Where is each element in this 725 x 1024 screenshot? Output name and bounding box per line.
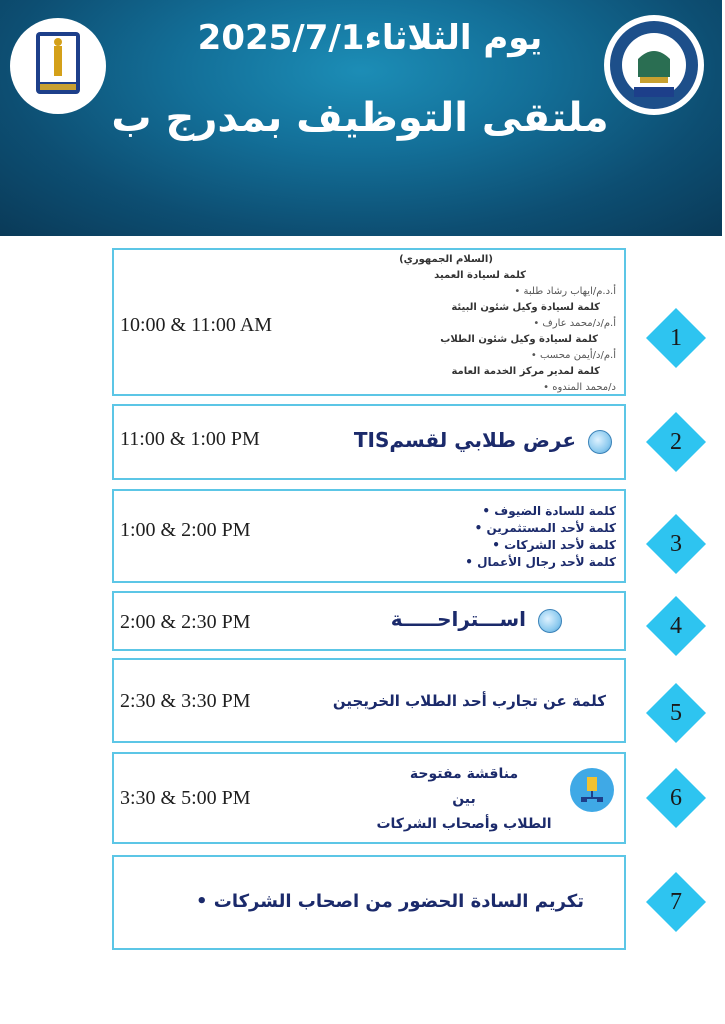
schedule-row-4 — [112, 591, 626, 651]
student-show: عرض طلابي لقسمTIS — [353, 428, 576, 452]
speaker-name: أ.م/د/محمد عارف • — [316, 318, 616, 329]
row-3-time: 1:00 & 2:00 PM — [120, 519, 251, 541]
schedule-row-3 — [112, 489, 626, 583]
schedule-row-1 — [112, 248, 626, 396]
participants-label: الطلاب وأصحاب الشركات — [376, 816, 552, 832]
event-date-title: يوم الثلاثاء2025/7/1 — [197, 18, 543, 58]
bullet-item: كلمة لأحد الشركات • — [376, 537, 616, 554]
row-4-time: 2:00 & 2:30 PM — [120, 611, 251, 633]
between-label: بين — [452, 791, 476, 807]
speaker-name: د/محمد المندوه • — [316, 382, 616, 393]
row-1-number-badge: 1 — [646, 308, 706, 368]
discussion-icon — [570, 768, 614, 812]
schedule-row-5 — [112, 658, 626, 743]
row-5-number-badge: 5 — [646, 683, 706, 743]
schedule-row-6 — [112, 752, 626, 844]
speaker-name: أ.د.م/ايهاب رشاد طلبة • — [316, 286, 616, 297]
bullet-item: كلمة للسادة الضيوف • — [376, 503, 616, 520]
header-banner — [0, 0, 722, 236]
break-label: اســـتراحـــــة — [390, 607, 526, 631]
honoring-guests: تكريم السادة الحضور من اصحاب الشركات • — [196, 891, 584, 912]
row-2-time: 11:00 & 1:00 PM — [120, 428, 260, 450]
globe-icon — [538, 609, 562, 633]
speech-title: كلمة لسيادة العميد — [434, 270, 526, 281]
bullet-item: كلمة لأحد المستثمرين • — [376, 520, 616, 537]
row-7-number-badge: 7 — [646, 872, 706, 932]
speech-title: كلمة لسيادة وكيل شئون الطلاب — [440, 334, 598, 345]
event-name-title: ملتقى التوظيف بمدرج ب — [111, 95, 609, 141]
graduate-speech: كلمة عن تجارب أحد الطلاب الخريجين — [332, 692, 606, 710]
globe-icon — [588, 430, 612, 454]
speech-title: كلمة لسيادة وكيل شئون البيئة — [451, 302, 600, 313]
row-6-number-badge: 6 — [646, 768, 706, 828]
open-discussion: مناقشة مفتوحة — [409, 766, 519, 782]
row-2-number-badge: 2 — [646, 412, 706, 472]
bullet-item: كلمة لأحد رجال الأعمال • — [376, 554, 616, 571]
schedule-row-2 — [112, 404, 626, 480]
national-anthem: (السلام الجمهوري) — [399, 254, 493, 265]
schedule-row-7 — [112, 855, 626, 950]
row-4-number-badge: 4 — [646, 596, 706, 656]
row-5-time: 2:30 & 3:30 PM — [120, 690, 251, 712]
speaker-name: أ.م/د/أيمن محسب • — [316, 350, 616, 361]
institute-logo — [604, 15, 704, 115]
row-3-number-badge: 3 — [646, 514, 706, 574]
row-6-time: 3:30 & 5:00 PM — [120, 787, 251, 809]
speech-title: كلمة لمدير مركز الخدمة العامة — [451, 366, 600, 377]
row-1-time: 10:00 & 11:00 AM — [120, 314, 273, 336]
